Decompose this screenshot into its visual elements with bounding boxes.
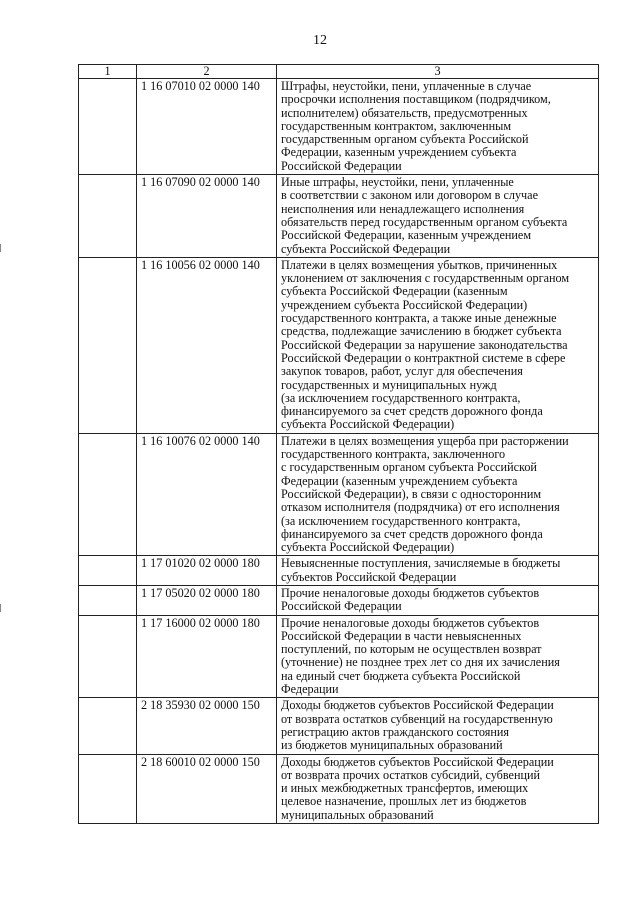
table-row <box>79 175 599 258</box>
revenue-code: 2 18 60010 02 0000 150 <box>137 754 277 823</box>
table-row <box>79 433 599 556</box>
table-row <box>79 556 599 586</box>
revenue-code: 1 16 10056 02 0000 140 <box>137 257 277 433</box>
table-row <box>79 615 599 698</box>
revenue-code: 1 17 05020 02 0000 180 <box>137 585 277 615</box>
row-number-cell <box>79 556 137 586</box>
row-number-cell <box>79 698 137 754</box>
row-number-cell <box>79 79 137 175</box>
revenue-name: Доходы бюджетов субъектов Российской Федерации от возврата остатков субвенций на государственную регистрацию актов гражданского состояния из бюджетов муниципальных образований <box>277 698 599 754</box>
revenue-name: Прочие неналоговые доходы бюджетов субъектов Российской Федерации в части невыясненных поступлений, по которым не осуществлен возврат (уточнение) не позднее трех лет со дня их зачисления на единый счет бюджета субъекта Российской Федерации <box>277 615 599 698</box>
scan-edge-mark <box>0 244 1 252</box>
row-number-cell <box>79 433 137 556</box>
revenue-code: 1 16 07010 02 0000 140 <box>137 79 277 175</box>
column-header-2: 2 <box>137 65 277 79</box>
revenue-name: Иные штрафы, неустойки, пени, уплаченные в соответствии с законом или договором в случае неисполнения или ненадлежащего исполнения обязательств перед государственным органом субъекта Российской Федерации, казенным учреждением субъекта Российской Федерации <box>277 175 599 258</box>
revenue-code: 2 18 35930 02 0000 150 <box>137 698 277 754</box>
revenue-code: 1 16 10076 02 0000 140 <box>137 433 277 556</box>
revenue-name: Невыясненные поступления, зачисляемые в бюджеты субъектов Российской Федерации <box>277 556 599 586</box>
revenue-code: 1 17 01020 02 0000 180 <box>137 556 277 586</box>
revenue-code: 1 17 16000 02 0000 180 <box>137 615 277 698</box>
revenue-name: Штрафы, неустойки, пени, уплаченные в случае просрочки исполнения поставщиком (подрядчиком, исполнителем) обязательств, предусмотренных государственным контрактом, заключенным государственным органом субъекта Российской Федерации, казенным учреждением субъекта Российской Федерации <box>277 79 599 175</box>
table-row <box>79 754 599 823</box>
scan-edge-mark <box>0 604 1 612</box>
table-row <box>79 698 599 754</box>
table-row <box>79 585 599 615</box>
revenue-name: Доходы бюджетов субъектов Российской Федерации от возврата прочих остатков субсидий, субвенций и иных межбюджетных трансфертов, имеющих целевое назначение, прошлых лет из бюджетов муниципальных образований <box>277 754 599 823</box>
revenue-codes-table <box>78 64 599 824</box>
column-header-1: 1 <box>79 65 137 79</box>
page-number: 12 <box>313 33 327 48</box>
table-row <box>79 257 599 433</box>
row-number-cell <box>79 585 137 615</box>
revenue-code: 1 16 07090 02 0000 140 <box>137 175 277 258</box>
row-number-cell <box>79 175 137 258</box>
revenue-name: Прочие неналоговые доходы бюджетов субъектов Российской Федерации <box>277 585 599 615</box>
table-row <box>79 79 599 175</box>
revenue-name: Платежи в целях возмещения убытков, причиненных уклонением от заключения с государственным органом субъекта Российской Федерации (казенным учреждением субъекта Российской Федерации) государственного контракта, а также иные денежные средства, подлежащие зачислению в бюджет субъекта Российской Федерации за нарушение законодательства Российской Федерации о контрактной системе в сфере закупок товаров, работ, услуг для обеспечения государственных и муниципальных нужд (за исключением государственного контракта, финансируемого за счет средств дорожного фонда субъекта Российской Федерации) <box>277 257 599 433</box>
revenue-name: Платежи в целях возмещения ущерба при расторжении государственного контракта, заключенного с государственным органом субъекта Российской Федерации (казенным учреждением субъекта Российской Федерации), в связи с односторонним отказом исполнителя (подрядчика) от его исполнения (за исключением государственного контракта, финансируемого за счет средств дорожного фонда субъекта Российской Федерации) <box>277 433 599 556</box>
column-header-3: 3 <box>277 65 599 79</box>
row-number-cell <box>79 257 137 433</box>
table-header-row <box>79 65 599 79</box>
row-number-cell <box>79 615 137 698</box>
row-number-cell <box>79 754 137 823</box>
